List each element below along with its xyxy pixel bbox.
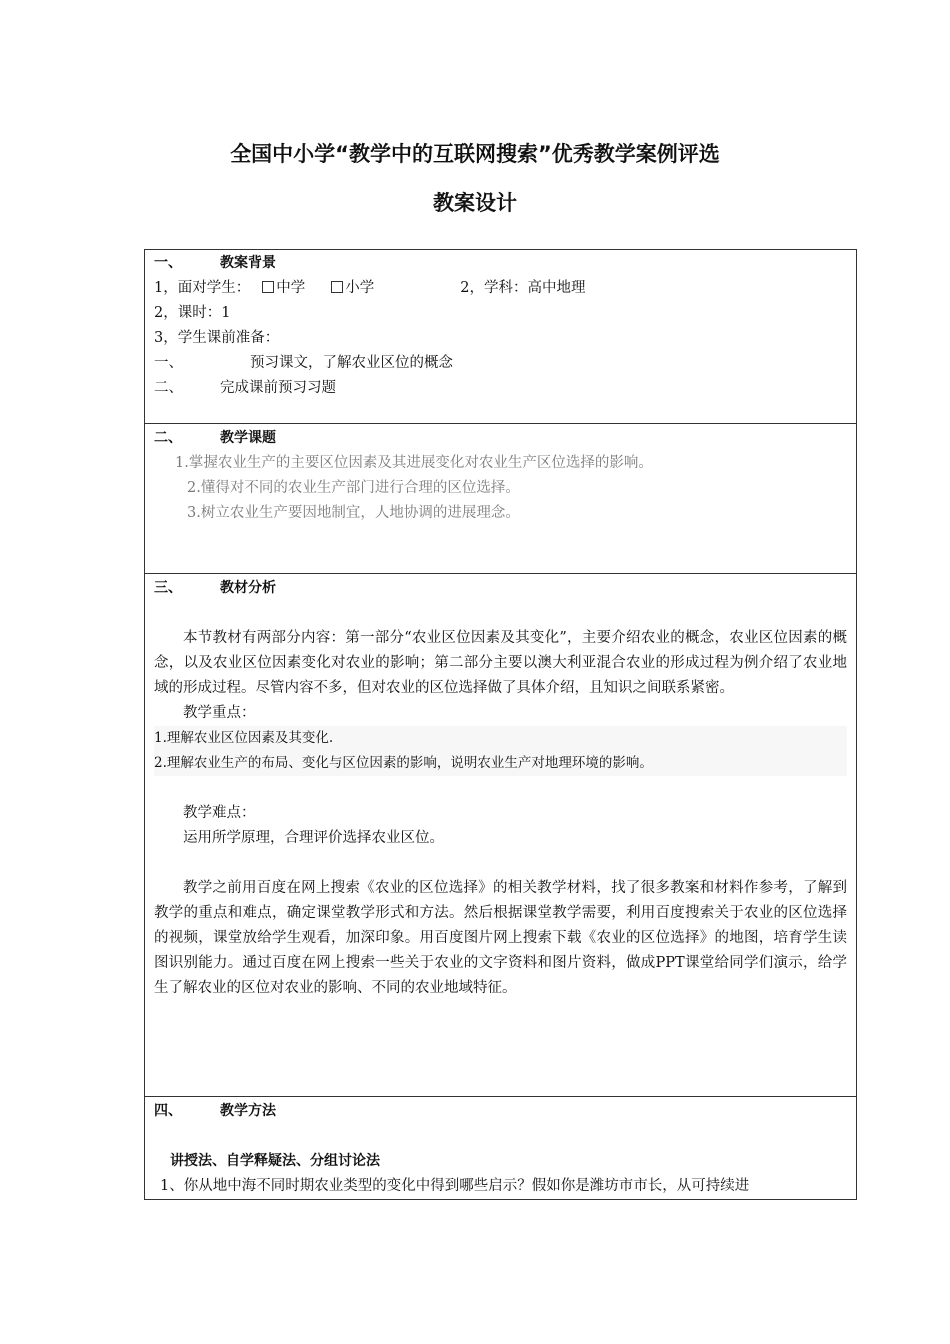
difficulty-text: 运用所学原理，合理评价选择农业区位。 — [183, 830, 444, 846]
key-points-label: 教学重点： — [183, 705, 256, 721]
section-analysis — [145, 574, 857, 1097]
topic-item-1: 1.掌握农业生产的主要区位因素及其进展变化对农业生产区位选择的影响。 — [175, 455, 653, 471]
topic-item-3: 3.树立农业生产要因地制宜，人地协调的进展理念。 — [187, 505, 520, 521]
option-middle-school: 中学 — [276, 280, 306, 296]
section-heading: 四、 教学方法 — [154, 1103, 276, 1119]
prep-label: 3，学生课前准备： — [154, 330, 280, 346]
key-point-2: 2.理解农业生产的布局、变化与区位因素的影响，说明农业生产对地理环境的影响。 — [154, 751, 847, 776]
section-heading: 一、 教案背景 — [154, 255, 276, 271]
analysis-paragraph-1: 本节教材有两部分内容：第一部分“农业区位因素及其变化”，主要介绍农业的概念，农业区位因素的概念，以及农业区位因素变化对农业的影响；第二部分主要以澳大利亚混合农业的形成过程为例介绍了农业地域的形成过程。尽管内容不多，但对农业的区位选择做了具体介绍，且知识之间联系紧密。 — [154, 630, 847, 696]
section-heading: 三、 教材分析 — [154, 580, 276, 596]
section-heading: 二、 教学课题 — [154, 430, 276, 446]
document-subtitle: 教案设计 — [433, 191, 517, 215]
prep-item-2: 二、 完成课前预习习题 — [154, 380, 336, 396]
document-title: 全国中小学“教学中的互联网搜索”优秀教学案例评选 — [230, 142, 720, 166]
key-point-1: 1.理解农业区位因素及其变化. — [154, 726, 847, 751]
checkbox-middle-school[interactable] — [262, 281, 274, 293]
students-line: 1，面对学生： 中学 小学 2，学科：高中地理 — [154, 280, 586, 296]
lesson-plan-table — [144, 249, 857, 1200]
difficulty-label: 教学难点： — [183, 805, 256, 821]
option-primary-school: 小学 — [345, 280, 375, 296]
methods-text: 讲授法、自学释疑法、分组讨论法 — [170, 1153, 380, 1169]
prep-item-1: 一、 预习课文，了解农业区位的概念 — [154, 355, 453, 371]
question-1: 1、你从地中海不同时期农业类型的变化中得到哪些启示？假如你是潍坊市市长，从可持续进 — [160, 1178, 750, 1194]
section-method — [145, 1097, 857, 1200]
section-topic — [145, 424, 857, 574]
section-background — [145, 250, 857, 424]
checkbox-primary-school[interactable] — [331, 281, 343, 293]
subject-text: 2，学科：高中地理 — [460, 280, 586, 296]
topic-item-2: 2.懂得对不同的农业生产部门进行合理的区位选择。 — [187, 480, 520, 496]
analysis-paragraph-2: 教学之前用百度在网上搜索《农业的区位选择》的相关教学材料，找了很多教案和材料作参考，了解到教学的重点和难点，确定课堂教学形式和方法。然后根据课堂教学需要，利用百度搜索关于农业的区位选择的视频，课堂放给学生观看，加深印象。用百度图片网上搜索下载《农业的区位选择》的地图，培育学生读图识别能力。通过百度在网上搜索一些关于农业的文字资料和图片资料，做成PPT课堂给同学们演示，给学生了解农业的区位对农业的影响、不同的农业地域特征。 — [154, 880, 847, 996]
period-text: 2，课时：1 — [154, 305, 231, 321]
